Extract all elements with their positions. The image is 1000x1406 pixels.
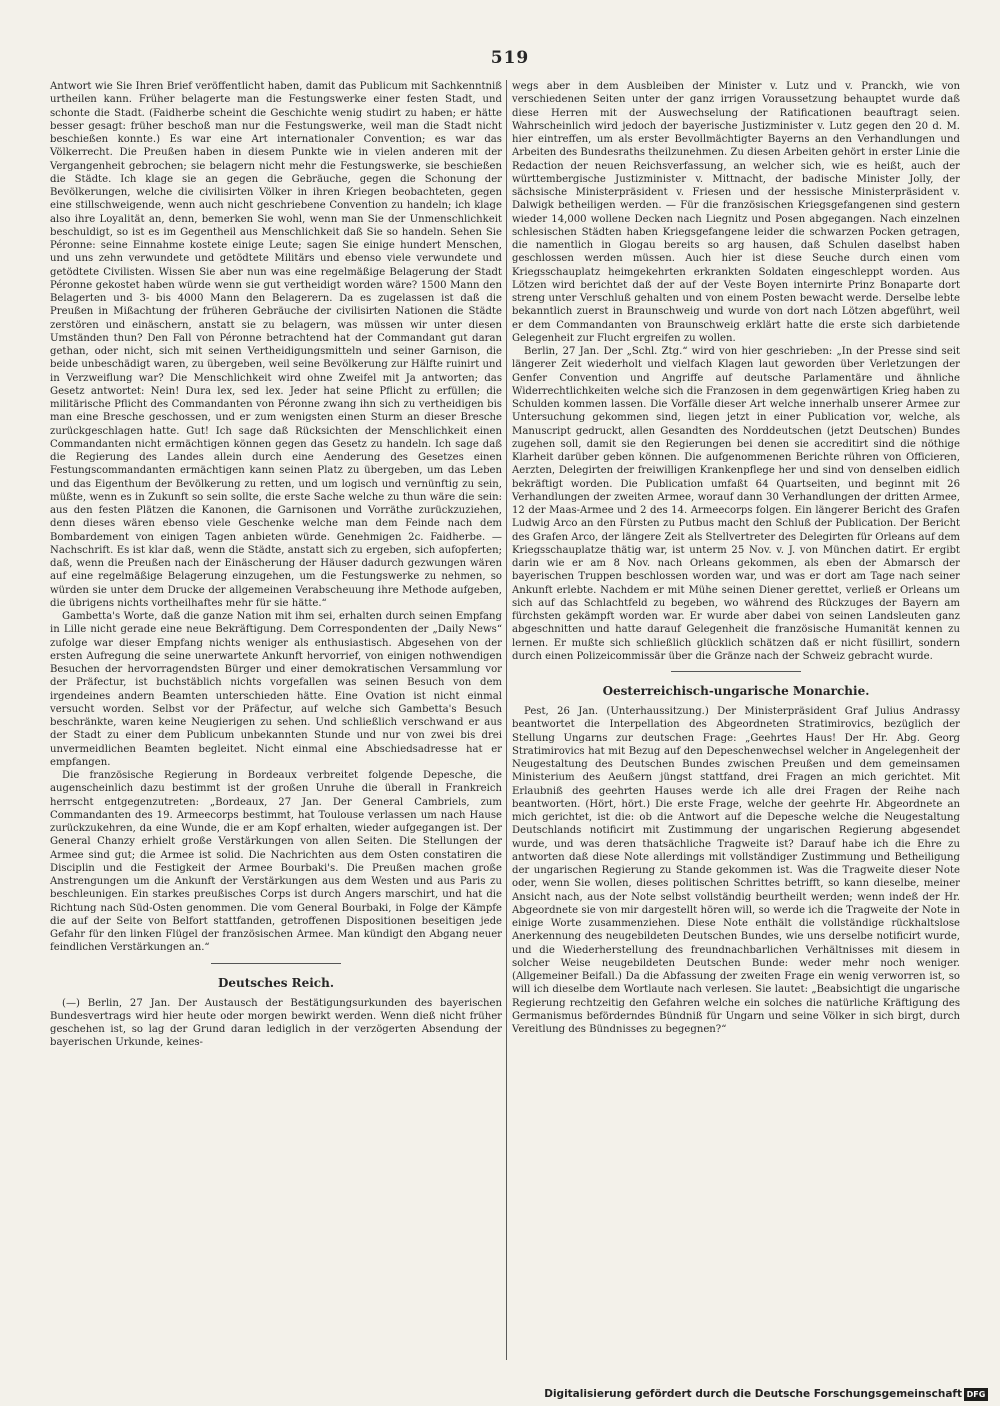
section-rule [671, 671, 801, 672]
right-paragraph-2: Berlin, 27 Jan. Der „Schl. Ztg.“ wird von hier geschrieben: „In der Presse sind seit längerer Zeit wiederholt und vielfach Klagen laut geworden über Verletzungen der Genfer Convention und Angriffe auf deutsche Parlamentäre und ähnliche Widerrechtlichkeiten welche sich die Franzosen in dem gegenwärtigen Krieg haben zu Schulden kommen lassen. Die Vorfälle dieser Art welche innerhalb unserer Armee zur Untersuchung gekommen sind, liegen jetzt in einer Publication vor, welche, als Manuscript gedruckt, allen Gesandten des Norddeutschen (jetzt Deutschen) Bundes zugehen soll, damit sie den Regierungen bei denen sie accreditirt sind die nöthige Klarheit darüber geben können. Die aufgenommenen Berichte rühren von Officieren, Aerzten, Delegirten der freiwilligen Krankenpflege her und sind von denselben eidlich bekräftigt worden. Die Publication umfaßt 64 Quartseiten, und beginnt mit 26 Verhandlungen der zweiten Armee, worauf dann 30 Verhandlungen der dritten Armee, 12 der Maas-Armee und 2 des 14. Armeecorps folgen. Ein längerer Bericht des Grafen Ludwig Arco an den Fürsten zu Putbus macht den Schluß der Publication. Der Bericht des Grafen Arco, der längere Zeit als Stellvertreter des Delegirten für Orleans auf dem Kriegsschauplatze thätig war, ist unterm 25 Nov. v. J. von München datirt. Er ergibt darin wie er am 8 Nov. nach Orleans gekommen, als eben der Abmarsch der bayerischen Truppen beschlossen worden war, und was er dort am Tage nach seiner Ankunft erlebte. Nachdem er mit Mühe seinen Diener gerettet, verließ er Orleans um sich auf das Schlachtfeld zu begeben, wo während des Rückzuges der Bayern am fürchsten gekämpft worden war. Er wurde aber dabei von seinen Landsleuten ganz abgeschnitten und hatte darauf Gelegenheit die französische Humanität kennen zu lernen. Er mußte sich schließlich glücklich schätzen daß er nicht füsillirt, sondern durch einen Polizeicommissär über die Gränze nach der Schweiz gebracht wurde. [512, 346, 960, 662]
dfg-logo-icon: DFG [964, 1388, 988, 1401]
column-divider [506, 80, 507, 1360]
left-paragraph-2: Gambetta's Worte, daß die ganze Nation mit ihm sei, erhalten durch seinen Empfang in Lille nicht gerade eine neue Bekräftigung. Dem Correspondenten der „Daily News“ zufolge war dieser Empfang nichts weniger als enthusiastisch. Abgesehen von der ersten Aufregung die seine unerwartete Ankunft hervorrief, von einigen nothwendigen Besuchen der hervorragendsten Bürger und einer demokratischen Versammlung vor der Präfectur, ist buchstäblich nichts vorgefallen was seinen Besuch von dem irgendeines andern Beamten unterschieden hätte. Eine Ovation ist nicht einmal versucht worden. Selbst vor der Präfectur, auf welche sich Gambetta's Besuch beschränkte, waren keine Neugierigen zu sehen. Und schließlich verschwand er aus der Stadt zu einer dem Publicum unbekannten Stunde und nur von zwei bis drei unvermeidlichen Beamten begleitet. Nicht einmal eine Abschiedsadresse hat er empfangen. [50, 611, 502, 768]
footer [470, 1388, 990, 1404]
right-column [512, 80, 960, 1036]
section-heading-oesterreich: Oesterreichisch-ungarische Monarchie. [602, 684, 870, 698]
page-number: 519 [490, 48, 530, 68]
left-paragraph-4: (—) Berlin, 27 Jan. Der Austausch der Bestätigungsurkunden des bayerischen Bundesvertrags wird hier heute oder morgen bewirkt werden. Wenn dieß nicht früher geschehen ist, so lag der Grund daran lediglich in der verzögerten Absendung der bayerischen Urkunde, keines- [50, 997, 502, 1049]
right-paragraph-3: Pest, 26 Jan. (Unterhaussitzung.) Der Ministerpräsident Graf Julius Andrassy beantwortet die Interpellation des Abgeordneten Stratimirovics, bezüglich der Stellung Ungarns zur deutschen Frage: „Geehrtes Haus! Der Hr. Abg. Georg Stratimirovics hat mit Bezug auf den Depeschenwechsel welcher in Angelegenheit der Neugestaltung des Deutschen Bundes zwischen Preußen und dem gemeinsamen Ministerium des Aeußern jüngst stattfand, drei Fragen an mich gerichtet. Mit Erlaubniß des geehrten Hauses werde ich alle drei Fragen der Reihe nach beantworten. (Hört, hört.) Die erste Frage, welche der geehrte Hr. Abgeordnete an mich gerichtet, ist die: ob die Antwort auf die Depesche welche die Neugestaltung Deutschlands notificirt mit Zustimmung der ungarischen Regierung abgesendet wurde, und was deren thatsächliche Tragweite ist? Darauf habe ich die Ehre zu antworten daß diese Note allerdings mit vollständiger Zustimmung und Betheiligung der ungarischen Regierung zu Stande gekommen ist. Was die Tragweite dieser Note oder, wenn Sie wollen, dieses politischen Schrittes betrifft, so kann dieselbe, meiner Ansicht nach, aus der Note selbst vollständig beurtheilt werden; wenn indeß der Hr. Abgeordnete sie von mir dargestellt hören will, so werde ich die Tragweite der Note in einige Worte zusammenziehen. Diese Note enthält die vollständige rückhaltslose Anerkennung des neugebildeten Deutschen Bundes, wie uns derselbe notificirt wurde, und die Wiederherstellung des freundnachbarlichen Verhältnisses mit diesem in solcher Weise neugebildeten Deutschen Bunde: weder mehr noch weniger. (Allgemeiner Beifall.) Da die Abfassung der zweiten Frage ein wenig verworren ist, so will ich dieselbe dem Wortlaute nach verlesen. Sie lautet: „Beabsichtigt die ungarische Regierung rechtzeitig den Gefahren welche ein solches die natürliche Kräftigung des Germanismus beförderndes Bündniß für Ungarn und seine Völker in sich birgt, durch Vereitlung des Bündnisses zu begegnen?“ [512, 706, 960, 1035]
right-paragraph-1: wegs aber in dem Ausbleiben der Minister v. Lutz und v. Pranckh, wie von verschiedenen Seiten unter der ganz irrigen Voraussetzung behauptet wurde daß diese Herren mit der Auswechselung der Ratificationen beauftragt seien. Wahrscheinlich wird jedoch der bayerische Justizminister v. Lutz gegen den 20 d. M. hier eintreffen, um als erster Bevollmächtigter Bayerns an den Verhandlungen und Arbeiten des Bundesraths theilzunehmen. Zu diesen Arbeiten gehört in erster Linie die Redaction der neuen Reichsverfassung, an welcher sich, wie es heißt, auch der württembergische Justizminister v. Mittnacht, der badische Minister Jolly, der sächsische Ministerpräsident v. Friesen und der hessische Ministerpräsident v. Dalwigk betheiligen werden. — Für die französischen Kriegsgefangenen sind gestern wieder 14,000 wollene Decken nach Liegnitz und Posen abgegangen. Nach einzelnen schlesischen Städten haben Kriegsgefangene leider die schwarzen Pocken getragen, die namentlich in Glogau bereits so arg hausen, daß Schulen daselbst haben geschlossen werden müssen. Auch hier ist diese Seuche durch einen vom Kriegsschauplatz heimgekehrten erkrankten Soldaten eingeschleppt worden. Aus Lötzen wird berichtet daß der auf der Veste Boyen internirte Prinz Bonaparte dort streng unter Verschluß gehalten und von einem Posten bewacht werde. Derselbe lebte bekanntlich zuerst in Braunschweig und wurde von dort nach Lötzen abgeführt, weil er dem Commandanten von Braunschweig erklärt hatte die erste sich darbietende Gelegenheit zur Flucht ergreifen zu wollen. [512, 81, 960, 344]
left-column [50, 80, 502, 1050]
section-heading-deutsches-reich: Deutsches Reich. [217, 975, 335, 990]
section-rule [211, 963, 341, 964]
left-paragraph-1: Antwort wie Sie Ihren Brief veröffentlicht haben, damit das Publicum mit Sachkenntniß urtheilen kann. Früher belagerte man die Festungswerke einer festen Stadt, und schonte die Stadt. (Faidherbe scheint die Geschichte wenig studirt zu haben; er hätte besser gesagt: früher beschoß man nur die Festungswerke, weil man die Stadt nicht beschießen konnte.) Es war eine Art internationaler Convention; es war das Völkerrecht. Die Preußen haben in diesem Punkte wie in vielen anderen mit der Vergangenheit gebrochen; sie belagern nicht mehr die Festungswerke, sie beschießen die Städte. Ich klage sie an gegen die Gebräuche, gegen die Schonung der Bevölkerungen, welche die civilisirten Völker in ihren Kriegen beobachteten, gegen eine stillschweigende, wenn auch nicht geschriebene Convention zu handeln; ich klage also ihre Loyalität an, denn, bemerken Sie wohl, wenn man Sie der Unmenschlichkeit beschuldigt, so ist es im Gegentheil aus Menschlichkeit daß Sie so handeln. Sehen Sie Péronne: seine Einnahme kostete einige Leute; sagen Sie einige hundert Menschen, und uns zehn verwundete und getödtete Militärs und ebenso viele verwundete und getödtete Civilisten. Wissen Sie aber nun was eine regelmäßige Belagerung der Stadt Péronne gekostet haben würde wenn sie gut vertheidigt worden wäre? 1500 Mann den Belagerten und 3- bis 4000 Mann den Belagerern. Da es zugelassen ist daß die Preußen in Mißachtung der früheren Gebräuche der civilisirten Nationen die Städte zerstören und einäschern, anstatt sie zu belagern, was müssen wir unter diesen Umständen thun? Den Fall von Péronne betrachtend hat der Commandant gut daran gethan, oder nicht, sich mit seinen Vertheidigungsmitteln und seiner Garnison, die beide unbeschädigt waren, zu übergeben, weil seine Bevölkerung zur Hälfte ruinirt und in Verzweiflung war? Die Menschlichkeit wird ohne Zweifel mit Ja antworten; das Gesetz antwortet: Nein! Dura lex, sed lex. Jeder hat seine Pflicht zu erfüllen; die militärische Pflicht des Commandanten von Péronne zwang ihn sich zu vertheidigen bis man eine Bresche geschossen, und er zum wenigsten einen Sturm an dieser Bresche zurückgeschlagen hatte. Gut! Ich sage daß Rücksichten der Menschlichkeit einen Commandanten nicht ermächtigen können gegen das Gesetz zu handeln. Ich sage daß die Regierung des Landes allein durch eine Aenderung des Gesetzes einen Festungscommandanten ermächtigen kann seinen Platz zu übergeben, um das Leben und das Eigenthum der Bevölkerung zu retten, und um logisch und vernünftig zu sein, müßte, wenn es in Zukunft so sein sollte, die erste Sache welche zu thun wäre die sein: aus den festen Plätzen die Kanonen, die Garnisonen und Vorräthe zurückzuziehen, denn dieses wären ebenso viele Geschenke welche man dem Feinde nach dem Bombardement von einigen Tagen anbieten würde. Genehmigen 2c. Faidherbe. — Nachschrift. Es ist klar daß, wenn die Städte, anstatt sich zu ergeben, sich aufopferten; daß, wenn die Preußen nach der Einäscherung der Häuser dadurch gezwungen wären auf eine regelmäßige Belagerung einzugehen, um die Festungswerke zu nehmen, so würden sie unter dem Drucke der allgemeinen Verabscheuung ihre Methode aufgeben, die übrigens nichts vortheilhaftes mehr für sie hätte.“ [50, 81, 502, 609]
left-paragraph-3: Die französische Regierung in Bordeaux verbreitet folgende Depesche, die augenscheinlich dazu bestimmt ist der großen Unruhe die überall in Frankreich herrscht entgegenzutreten: „Bordeaux, 27 Jan. Der General Cambriels, zum Commandanten des 19. Armeecorps bestimmt, hat Toulouse verlassen um nach Hause zurückzukehren, da eine Wunde, die er am Kopf erhalten, wieder aufgegangen ist. Der General Chanzy erhielt große Verstärkungen von allen Seiten. Die Stellungen der Armee sind gut; die Armee ist solid. Die Nachrichten aus dem Osten constatiren die Disciplin und die Festigkeit der Armee Bourbaki's. Die Preußen machen große Anstrengungen um die Ankunft der Verstärkungen aus dem Westen und aus Paris zu beschleunigen. Ein starkes preußisches Corps ist durch Angers marschirt, und hat die Richtung nach Süd-Osten genommen. Die vom General Bourbaki, in Folge der Kämpfe die auf der Seite von Belfort stattfanden, getroffenen Dispositionen beseitigen jede Gefahr für den linken Flügel der französischen Armee. Man kündigt den Abgang neuer feindlichen Verstärkungen an.“ [50, 770, 502, 954]
footer-credit: Digitalisierung gefördert durch die Deutsche Forschungsgemeinschaft [544, 1388, 962, 1400]
